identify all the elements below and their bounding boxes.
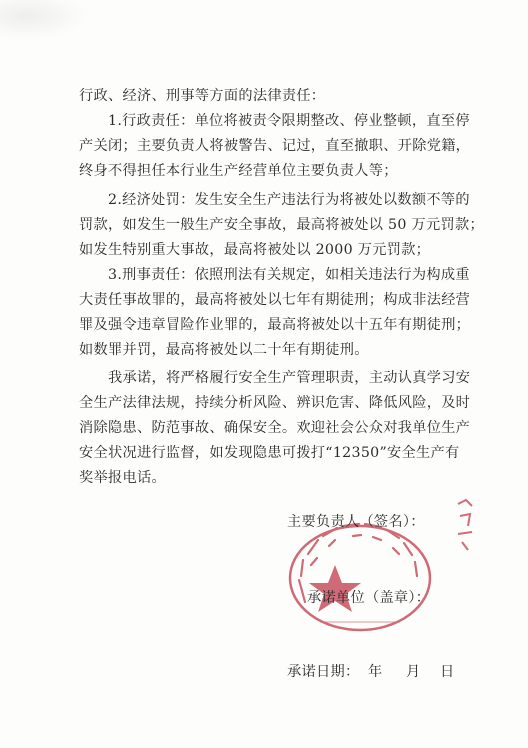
paragraph-line: 罪及强令违章冒险作业罪的，最高将被处以十五年有期徒刑； [79, 317, 471, 333]
paragraph-line: 罚款，如发生一般生产安全事故，最高将被处以 50 万元罚款； [79, 217, 484, 233]
paragraph-line: 产关闭；主要负责人将被警告、记过，直至撤职、开除党籍， [79, 138, 471, 154]
paragraph-line: 奖举报电话。 [79, 470, 166, 486]
unit-label: 承诺单位（盖章）： [307, 590, 431, 606]
scan-artifact [0, 0, 90, 40]
day-label: 日 [440, 664, 455, 680]
month-label: 月 [406, 664, 421, 680]
paragraph-line: 全生产法律法规，持续分析风险、辨识危害、降低风险，及时 [79, 395, 471, 411]
paragraph-line: 我承诺，将严格履行安全生产管理职责，主动认真学习安 [108, 370, 471, 386]
paragraph-line: 终身不得担任本行业生产经营单位主要负责人等； [79, 163, 398, 179]
date-label: 承诺日期： [287, 664, 360, 680]
paragraph-line: 消除隐患、防范事故、确保安全。欢迎社会公众对我单位生产 [79, 420, 471, 436]
paragraph-line: 安全状况进行监督，如发现隐患可拨打“12350”安全生产有 [79, 445, 460, 461]
paragraph-line: 大责任事故罪的，最高将被处以七年有期徒刑；构成非法经营 [79, 292, 471, 308]
paragraph-line: 3.刑事责任：依照刑法有关规定，如相关违法行为构成重 [108, 267, 470, 283]
paragraph-line: 如发生特别重大事故，最高将被处以 2000 万元罚款； [79, 242, 431, 258]
signer-label: 主要负责人（签名）： [287, 514, 425, 530]
paragraph-line: 行政、经济、刑事等方面的法律责任： [79, 88, 326, 104]
paragraph-line: 1.行政责任：单位将被责令限期整改、停业整顿，直至停 [108, 113, 470, 129]
year-label: 年 [368, 664, 383, 680]
paragraph-line: 2.经济处罚：发生安全生产违法行为将被处以数额不等的 [108, 192, 470, 208]
paragraph-line: 如数罪并罚，最高将被处以二十年有期徒刑。 [79, 342, 369, 358]
seal-overflow-marks [452, 496, 482, 556]
